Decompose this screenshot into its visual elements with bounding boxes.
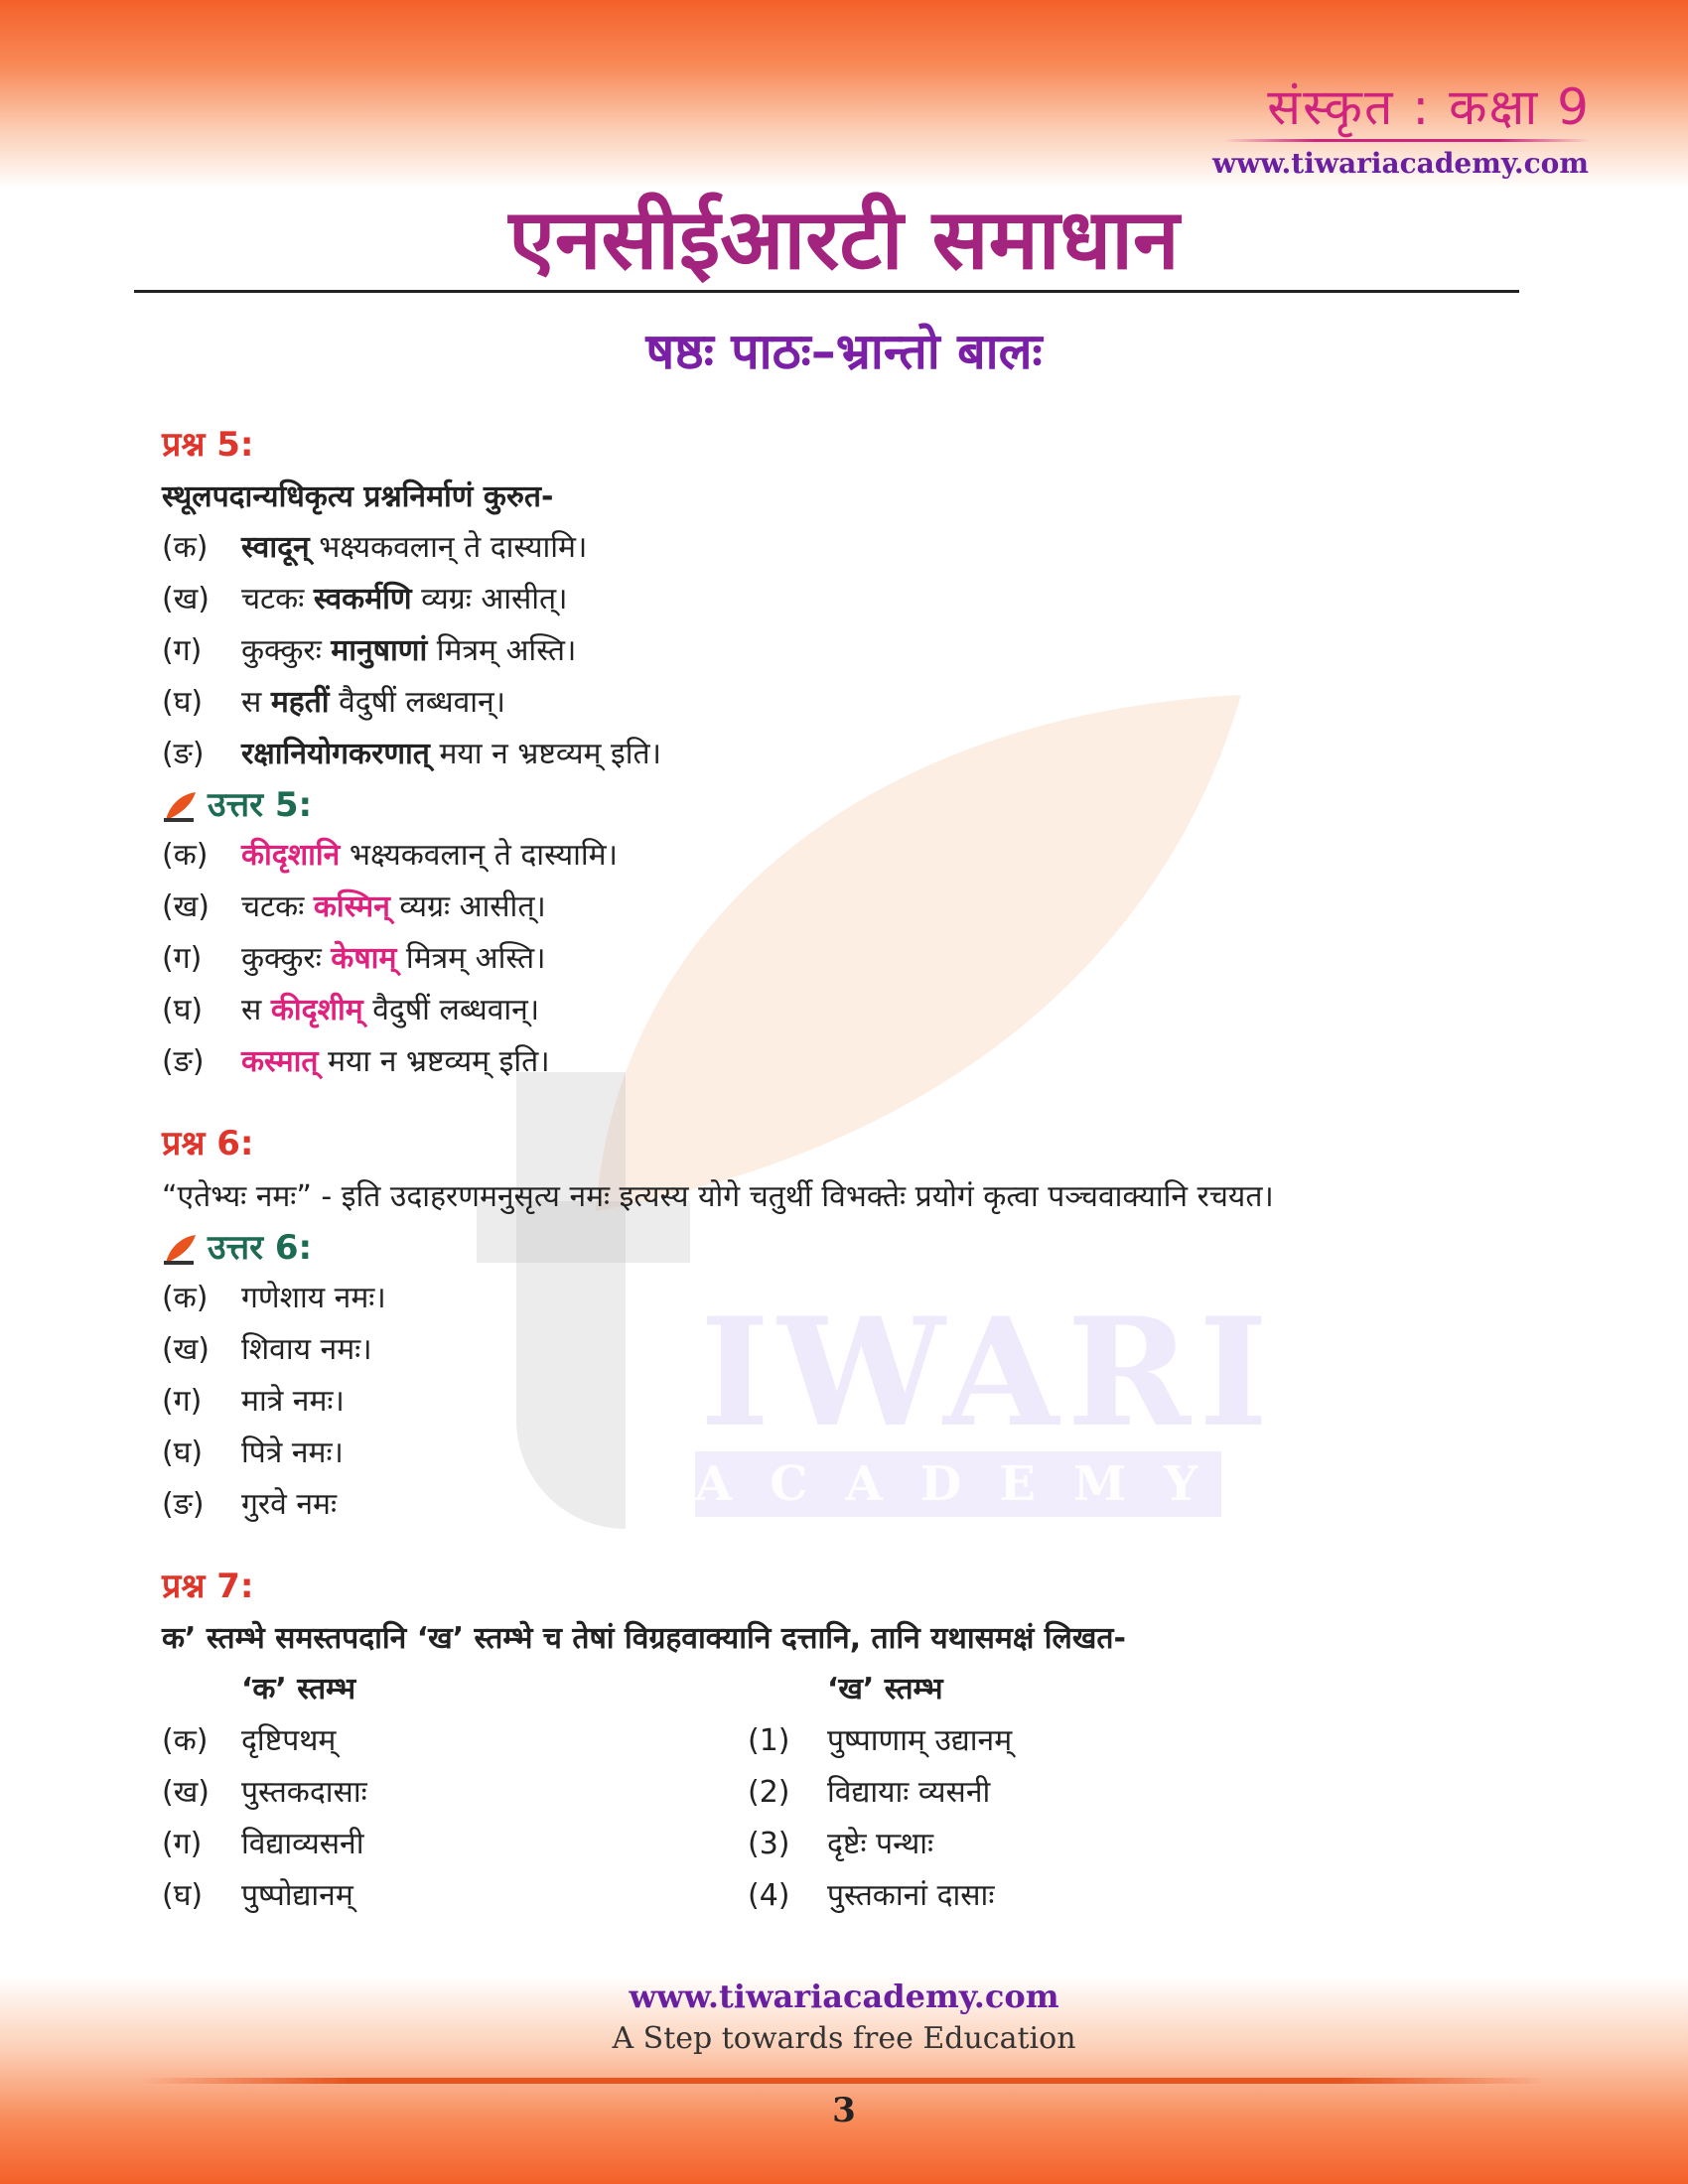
question-5-item xyxy=(162,522,1473,574)
item-marker: (ख) xyxy=(162,1775,210,1810)
answer-highlight-word: कस्मिन् xyxy=(313,889,390,924)
item-text: चटकः xyxy=(241,889,314,924)
item-text: विद्यायाः व्यसनी xyxy=(827,1775,991,1810)
answer-6-heading xyxy=(162,1223,1473,1273)
item-marker: (क) xyxy=(162,1723,209,1758)
answer-5-item xyxy=(162,882,1473,933)
section-spacer xyxy=(162,1531,1473,1559)
content-area xyxy=(162,417,1473,1922)
item-text: पित्रे नमः। xyxy=(241,1435,344,1470)
item-text: दृष्टिपथम् xyxy=(241,1723,337,1758)
item-text: पुस्तकानां दासाः xyxy=(827,1878,995,1913)
answer-5-item xyxy=(162,830,1473,882)
page-number: 3 xyxy=(832,2091,856,2130)
item-marker: (3) xyxy=(748,1827,790,1861)
item-marker: (घ) xyxy=(162,1435,204,1470)
item-text: भक्ष्यकवलान् ते दास्यामि। xyxy=(340,838,618,873)
item-marker: (घ) xyxy=(162,685,204,720)
column-kha-heading: ‘ख’ स्तम्भ xyxy=(827,1672,943,1706)
header-website-link[interactable]: www.tiwariacademy.com xyxy=(1212,147,1589,180)
answer-6-label: उत्तर 6: xyxy=(208,1228,313,1268)
item-text: व्यग्रः आसीत्। xyxy=(411,582,568,616)
question-6-heading: प्रश्न 6: xyxy=(162,1124,254,1163)
answer-highlight-word: कस्मात् xyxy=(241,1044,319,1079)
footer-website-link[interactable]: www.tiwariacademy.com xyxy=(629,1978,1059,2015)
item-text: शिवाय नमः। xyxy=(241,1332,372,1367)
column-kha-item xyxy=(748,1715,1334,1767)
item-text: भक्ष्यकवलान् ते दास्यामि। xyxy=(309,530,588,565)
item-text: व्यग्रः आसीत्। xyxy=(389,889,546,924)
item-marker: (क) xyxy=(162,1281,209,1315)
page-title: एनसीईआरटी समाधान xyxy=(508,191,1180,288)
column-ka xyxy=(162,1664,748,1922)
watermark-iwari: IWARI xyxy=(700,1286,1277,1460)
item-marker: (ङ) xyxy=(162,1044,205,1079)
item-bold-word: स्वादून् xyxy=(241,530,310,565)
item-marker: (ग) xyxy=(162,633,203,668)
item-marker: (ख) xyxy=(162,582,210,616)
answer-highlight-word: केषाम् xyxy=(331,941,397,976)
question-5-instruction: स्थूलपदान्यधिकृत्य प्रश्ननिर्माणं कुरुत- xyxy=(162,479,554,514)
answer-5-item xyxy=(162,1036,1473,1088)
item-text: मित्रम् अस्ति। xyxy=(427,633,577,668)
item-text: दृष्टेः पन्थाः xyxy=(827,1827,934,1861)
item-marker: (घ) xyxy=(162,993,204,1027)
answer-highlight-word: कीदृशीम् xyxy=(270,993,363,1027)
question-7-instruction: क’ स्तम्भे समस्तपदानि ‘ख’ स्तम्भे च तेषां विग्रहवाक्यानि दत्तानि, तानि यथासमक्षं लिखत- xyxy=(162,1621,1126,1656)
answer-5-item xyxy=(162,985,1473,1036)
answer-5-item xyxy=(162,933,1473,985)
item-marker: (2) xyxy=(748,1775,790,1810)
answer-6-item xyxy=(162,1376,1473,1428)
answer-6-item xyxy=(162,1324,1473,1376)
column-kha-item xyxy=(748,1819,1334,1870)
answer-6-item xyxy=(162,1479,1473,1531)
subject-underline xyxy=(1223,139,1591,142)
column-ka-item xyxy=(162,1715,748,1767)
item-text: पुस्तकदासाः xyxy=(241,1775,367,1810)
column-kha-item xyxy=(748,1767,1334,1819)
item-text: गणेशाय नमः। xyxy=(241,1281,386,1315)
column-ka-item xyxy=(162,1819,748,1870)
column-kha xyxy=(748,1664,1334,1922)
answer-highlight-word: कीदृशानि xyxy=(241,838,341,873)
item-marker: (ग) xyxy=(162,1384,203,1419)
subject-class-label: संस्कृत : कक्षा 9 xyxy=(1267,78,1591,136)
item-marker: (घ) xyxy=(162,1878,204,1913)
title-divider xyxy=(134,290,1519,293)
item-text: गुरवे नमः xyxy=(241,1487,338,1522)
item-marker: (ख) xyxy=(162,1332,210,1367)
item-marker: (ङ) xyxy=(162,737,205,771)
column-ka-heading: ‘क’ स्तम्भ xyxy=(241,1672,356,1706)
question-5-heading: प्रश्न 5: xyxy=(162,425,254,465)
quill-pen-icon xyxy=(162,1233,198,1267)
item-marker: (ङ) xyxy=(162,1487,205,1522)
item-marker: (1) xyxy=(748,1723,790,1758)
item-text: मया न भ्रष्टव्यम् इति। xyxy=(318,1044,550,1079)
item-text: पुष्पोद्यानम् xyxy=(241,1878,353,1913)
footer-tagline: A Step towards free Education xyxy=(612,2021,1076,2056)
item-bold-word: रक्षानियोगकरणात् xyxy=(241,737,430,771)
watermark-academy: ACADEMY xyxy=(695,1451,1221,1517)
item-marker: (4) xyxy=(748,1878,790,1913)
footer-divider xyxy=(139,2078,1549,2084)
item-text: विद्याव्यसनी xyxy=(241,1827,364,1861)
item-text: स xyxy=(241,993,271,1027)
question-5-item xyxy=(162,625,1473,677)
answer-6-item xyxy=(162,1428,1473,1479)
matching-columns xyxy=(162,1664,1473,1922)
item-marker: (ख) xyxy=(162,889,210,924)
item-bold-word: मानुषाणां xyxy=(331,633,428,668)
item-text: मित्रम् अस्ति। xyxy=(396,941,546,976)
item-text: पुष्पाणाम् उद्यानम् xyxy=(827,1723,1013,1758)
question-6-instruction: “एतेभ्यः नमः” - इति उदाहरणमनुसृत्य नमः इत्यस्य योगे चतुर्थी विभक्तेः प्रयोगं कृत्वा पञ्चवाक्यानि रचयत। xyxy=(162,1179,1274,1214)
item-text: चटकः xyxy=(241,582,314,616)
item-text: वैदुषीं लब्धवान्। xyxy=(362,993,540,1027)
chapter-title: षष्ठः पाठः–भ्रान्तो बालः xyxy=(645,323,1043,380)
question-7-heading: प्रश्न 7: xyxy=(162,1567,254,1606)
item-text: स xyxy=(241,685,271,720)
item-bold-word: महतीं xyxy=(270,685,330,720)
answer-5-heading xyxy=(162,780,1473,830)
column-ka-item xyxy=(162,1767,748,1819)
answer-6-item xyxy=(162,1273,1473,1324)
item-marker: (ग) xyxy=(162,1827,203,1861)
column-ka-item xyxy=(162,1870,748,1922)
quill-pen-icon xyxy=(162,790,198,824)
question-5-item xyxy=(162,574,1473,625)
item-marker: (क) xyxy=(162,838,209,873)
column-kha-item xyxy=(748,1870,1334,1922)
question-5-item xyxy=(162,677,1473,729)
answer-5-label: उत्तर 5: xyxy=(208,785,313,825)
item-bold-word: स्वकर्मणि xyxy=(313,582,412,616)
item-text: कुक्कुरः xyxy=(241,941,332,976)
item-text: मात्रे नमः। xyxy=(241,1384,345,1419)
item-text: वैदुषीं लब्धवान्। xyxy=(329,685,506,720)
question-5-item xyxy=(162,729,1473,780)
item-marker: (ग) xyxy=(162,941,203,976)
item-marker: (क) xyxy=(162,530,209,565)
item-text: मया न भ्रष्टव्यम् इति। xyxy=(429,737,661,771)
item-text: कुक्कुरः xyxy=(241,633,332,668)
section-spacer xyxy=(162,1088,1473,1116)
